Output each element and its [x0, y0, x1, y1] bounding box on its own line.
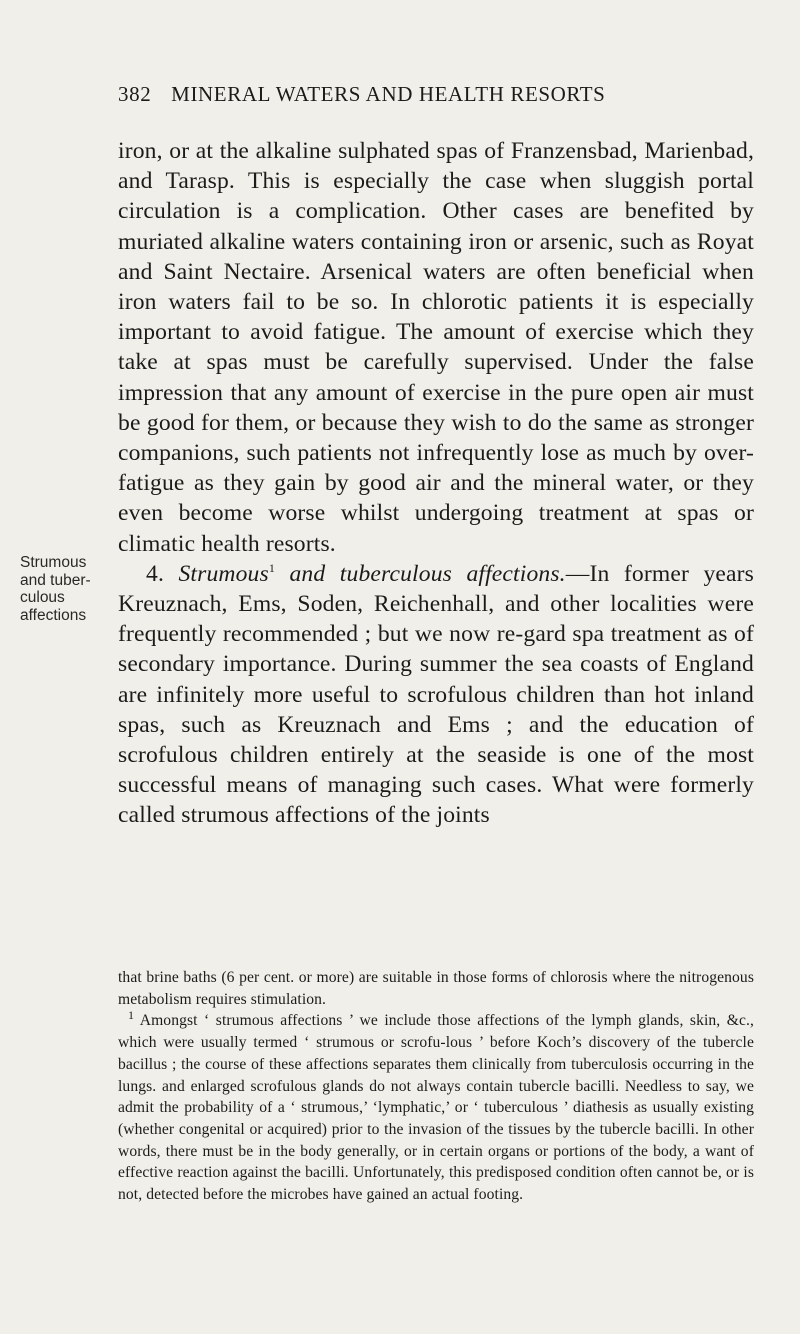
paragraph-strumous	[118, 559, 754, 831]
footnote-1-text: Amongst ‘ strumous affections ’ we include those affections of the lymph glands, skin, &c., which were usually termed ‘ strumous or scrofu-lous ’ before Koch’s discovery of the tubercle bacillus ; the course of these affections separates them clinically from tuberculosis occurring in the lungs. and enlarged scrofulous glands do not always contain tubercle bacilli. Needless to say, we admit the probability of a ‘ strumous,’ ‘lymphatic,’ or ‘ tuberculous ’ diathesis as usually existing (whether congenital or acquired) prior to the invasion of the tissues by the tubercle bacilli. In other words, there must be in the body generally, or in certain organs or portions of the body, a want of effective reaction against the bacilli. Unfortunately, this predisposed condition often cannot be, or is not, detected before the microbes have gained an actual footing.	[118, 1012, 755, 1204]
section-number: 4.	[146, 560, 164, 587]
paragraph: iron, or at the alkaline sulphated spas of Franzensbad, Marienbad, and Tarasp. This is especially the case when sluggish portal circulation is a complication. Other cases are benefited by muriated alkaline waters containing iron or arsenic, such as Royat and Saint Nectaire. Arsenical waters are often beneficial when iron waters fail to be so. In chlorotic patients it is especially important to avoid fatigue. The amount of exercise which they take at spas must be carefully supervised. Under the false impression that any amount of exercise in the pure open air must be good for them, or because they wish to do the same as stronger companions, such patients not infrequently lose as much by over-fatigue as they gain by good air and the mineral water, or they even become worse whilst undergoing treatment at spas or climatic health resorts.	[118, 138, 754, 557]
margin-note: Strumous and tuber- culous affections	[20, 554, 91, 624]
running-title: MINERAL WATERS AND HEALTH RESORTS	[171, 82, 606, 106]
body-text	[118, 136, 754, 831]
page-number: 382	[118, 82, 152, 106]
section-heading: Strumous	[178, 560, 269, 587]
running-head	[118, 82, 738, 107]
section-text: —In former years Kreuznach, Ems, Soden, Reichenhall, and other localities were frequently recommended ; but we now re-gard spa treatment as of secondary importance. During summer the sea coasts of England are infinitely more useful to scrofulous children than hot inland spas, such as Kreuznach and Ems ; and the education of scrofulous children entirely at the seaside is one of the most successful means of managing such cases. What were formerly called strumous affections of the joints	[118, 560, 754, 829]
footnote-reference: 1	[268, 560, 275, 575]
footnotes	[118, 967, 754, 1206]
footnote-1	[118, 1010, 754, 1205]
section-heading-rest: and tuberculous affections.	[289, 560, 566, 587]
footnote-continuation: that brine baths (6 per cent. or more) are suitable in those forms of chlorosis where the nitrogenous metabolism requires stimulation.	[118, 969, 754, 1008]
footnote-mark: 1	[128, 1008, 135, 1023]
